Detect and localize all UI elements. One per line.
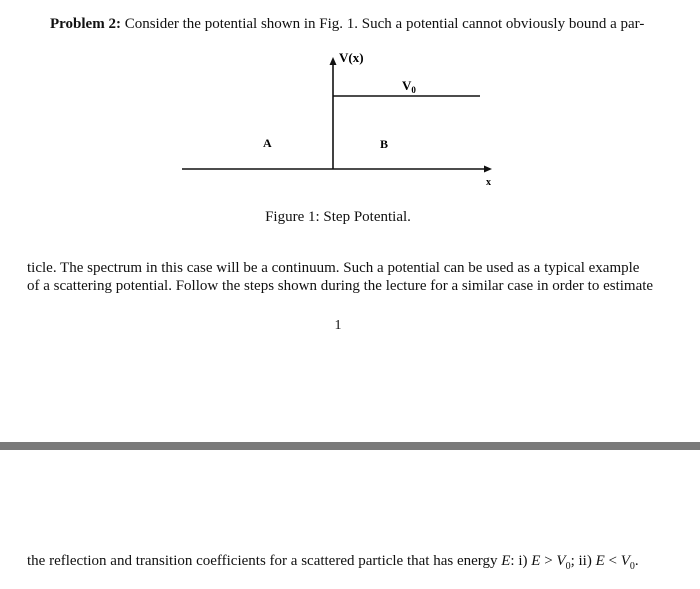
step-height-label — [402, 78, 416, 95]
x-axis-arrowhead — [484, 166, 492, 173]
case1-energy: E — [531, 553, 541, 569]
step-height-symbol: V — [402, 78, 412, 93]
step-potential-figure — [0, 40, 700, 200]
energy-symbol: E — [501, 553, 511, 569]
region-b-label: B — [380, 137, 389, 151]
page-number: 1 — [334, 318, 342, 333]
case2-subscript: 0 — [629, 561, 635, 572]
case1-relation: > — [540, 553, 557, 569]
case1-subscript: 0 — [565, 561, 571, 572]
case1-label: : i) — [510, 553, 532, 569]
case2-potential: V — [620, 553, 630, 569]
case2-relation: < — [604, 553, 621, 569]
line4-end: . — [634, 553, 639, 569]
region-a-label: A — [263, 136, 272, 150]
problem-first-line — [50, 15, 644, 33]
case1-potential: V — [556, 553, 566, 569]
problem-line-2: ticle. The spectrum in this case will be a continuum. Such a potential can be used as a typical example — [27, 260, 640, 276]
y-axis-label: V(x) — [339, 50, 364, 65]
problem-intro: Consider the potential shown in Fig. 1. Such a potential cannot obviously bound a par- — [124, 16, 645, 32]
step-height-subscript: 0 — [411, 85, 416, 95]
x-axis-label: x — [486, 177, 491, 188]
problem-label: Problem 2: — [50, 16, 121, 32]
problem-line-3: of a scattering potential. Follow the steps shown during the lecture for a similar case in order to estimate — [27, 278, 654, 294]
line4-text: the reflection and transition coefficients for a scattered particle that has energy — [27, 553, 502, 569]
case2-energy: E — [595, 553, 605, 569]
problem-line-4 — [27, 552, 639, 576]
figure-caption: Figure 1: Step Potential. — [265, 209, 411, 225]
y-axis-arrowhead — [330, 57, 337, 65]
case2-label: ; ii) — [570, 553, 596, 569]
page-divider — [0, 442, 700, 450]
